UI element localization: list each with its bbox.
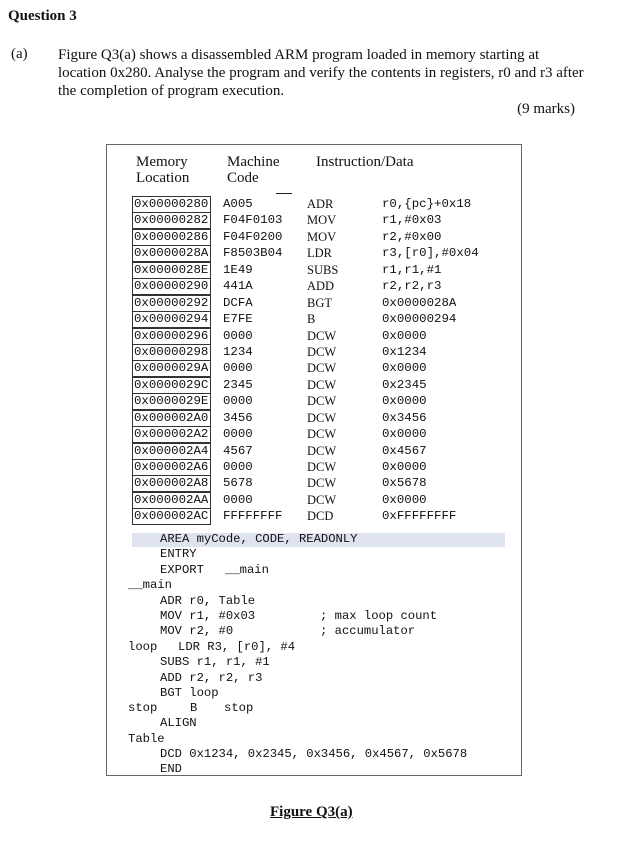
machine-code-cell: 1234: [223, 344, 253, 359]
memory-location-cell: 0x000002AA: [132, 492, 211, 509]
header-machine-line2: Code: [227, 170, 259, 186]
src-b-instr: B: [190, 701, 198, 715]
operand-cell: r2,#0x00: [382, 229, 442, 244]
src-entry: ENTRY: [160, 547, 197, 561]
mnemonic-cell: ADD: [307, 279, 335, 294]
src-area: AREA myCode, CODE, READONLY: [160, 532, 358, 546]
mnemonic-cell: DCW: [307, 344, 337, 359]
machine-code-cell: 0000: [223, 492, 253, 507]
table-row: [132, 443, 512, 459]
operand-cell: r3,[r0],#0x04: [382, 246, 479, 261]
operand-cell: 0xFFFFFFFF: [382, 509, 457, 524]
table-row: [132, 328, 512, 344]
mnemonic-cell: DCW: [307, 410, 337, 425]
operand-cell: 0x1234: [382, 344, 427, 359]
mnemonic-cell: SUBS: [307, 262, 339, 277]
table-row: [132, 344, 512, 360]
memory-location-cell: 0x0000028E: [132, 262, 211, 279]
operand-cell: 0x00000294: [382, 312, 457, 327]
machine-code-cell: 3456: [223, 410, 253, 425]
memory-location-cell: 0x0000028A: [132, 245, 211, 262]
mnemonic-cell: MOV: [307, 229, 337, 244]
mnemonic-cell: MOV: [307, 213, 337, 228]
memory-location-cell: 0x00000292: [132, 295, 211, 312]
header-instruction-data: Instruction/Data: [316, 154, 414, 170]
operand-cell: r1,r1,#1: [382, 262, 442, 277]
memory-location-cell: 0x00000298: [132, 344, 211, 361]
mnemonic-cell: DCW: [307, 476, 337, 491]
mnemonic-cell: DCW: [307, 361, 337, 376]
src-mov2: MOV r2, #0: [160, 624, 234, 638]
src-align: ALIGN: [160, 716, 197, 730]
table-row: [132, 295, 512, 311]
mnemonic-cell: DCW: [307, 492, 337, 507]
memory-location-cell: 0x000002A8: [132, 475, 211, 492]
mnemonic-cell: B: [307, 312, 316, 327]
mnemonic-cell: DCW: [307, 460, 337, 474]
table-row: [132, 245, 512, 261]
question-title: Question 3: [8, 8, 77, 24]
mnemonic-cell: DCW: [307, 377, 337, 392]
src-loop-label: loop: [128, 640, 158, 654]
machine-code-cell: E7FE: [223, 312, 253, 327]
operand-cell: 0x0000: [382, 361, 427, 376]
header-rule: [276, 193, 292, 194]
machine-code-cell: 0000: [223, 427, 253, 442]
mnemonic-cell: BGT: [307, 295, 332, 310]
memory-location-cell: 0x0000029A: [132, 360, 211, 377]
table-row: [132, 492, 512, 508]
table-row: [132, 262, 512, 278]
operand-cell: 0x0000: [382, 427, 427, 442]
operand-cell: 0x4567: [382, 443, 427, 458]
src-add: ADD r2, r2, r3: [160, 671, 263, 685]
table-row: [132, 459, 512, 475]
question-text: Figure Q3(a) shows a disassembled ARM program loaded in memory starting at location 0x280. Analyse the program and verify the contents in registers, r0 and r3 after the completion of program execution.: [58, 47, 584, 99]
machine-code-cell: DCFA: [223, 295, 253, 310]
src-table-label: Table: [128, 732, 165, 746]
header-memory-line1: Memory: [136, 154, 188, 170]
machine-code-cell: F04F0103: [223, 213, 283, 228]
mnemonic-cell: DCW: [307, 443, 337, 458]
table-row: [132, 377, 512, 393]
operand-cell: 0x3456: [382, 410, 427, 425]
src-main-label: __main: [128, 578, 172, 592]
table-row: [132, 426, 512, 442]
memory-location-cell: 0x00000296: [132, 328, 211, 345]
memory-location-cell: 0x00000286: [132, 229, 211, 246]
table-row: [132, 360, 512, 376]
header-machine-line1: Machine: [227, 154, 280, 170]
memory-location-cell: 0x0000029E: [132, 393, 211, 410]
table-row: [132, 196, 512, 212]
machine-code-cell: 2345: [223, 377, 253, 392]
src-bgt: BGT loop: [160, 686, 219, 700]
operand-cell: r0,{pc}+0x18: [382, 197, 472, 211]
machine-code-cell: 0000: [223, 328, 253, 343]
src-subs: SUBS r1, r1, #1: [160, 655, 270, 669]
header-memory-location: [136, 154, 189, 186]
operand-cell: r1,#0x03: [382, 213, 442, 228]
memory-location-cell: 0x00000294: [132, 311, 211, 328]
table-row: [132, 278, 512, 294]
src-ldr: LDR R3, [r0], #4: [178, 640, 296, 654]
memory-location-cell: 0x000002A6: [132, 459, 211, 476]
part-label: (a): [11, 46, 28, 62]
operand-cell: 0x0000: [382, 492, 427, 507]
memory-location-cell: 0x000002A4: [132, 443, 211, 460]
memory-location-cell: 0x00000282: [132, 212, 211, 229]
table-row: [132, 475, 512, 491]
machine-code-cell: 0000: [223, 460, 253, 474]
operand-cell: 0x0000: [382, 328, 427, 343]
mnemonic-cell: DCW: [307, 394, 337, 409]
header-memory-line2: Location: [136, 170, 190, 186]
mnemonic-cell: DCW: [307, 427, 337, 442]
machine-code-cell: A005: [223, 197, 253, 211]
src-adr: ADR r0, Table: [160, 594, 256, 608]
mnemonic-cell: DCD: [307, 509, 334, 524]
mnemonic-cell: LDR: [307, 246, 332, 261]
machine-code-cell: 0000: [223, 361, 253, 376]
machine-code-cell: 0000: [223, 394, 253, 409]
src-export-kw: EXPORT: [160, 563, 204, 577]
operand-cell: r2,r2,r3: [382, 279, 442, 294]
mnemonic-cell: DCW: [307, 328, 337, 343]
operand-cell: 0x2345: [382, 377, 427, 392]
table-row: [132, 410, 512, 426]
machine-code-cell: F8503B04: [223, 246, 283, 261]
disassembly-table: [132, 196, 512, 525]
machine-code-cell: 441A: [223, 279, 253, 294]
memory-location-cell: 0x00000280: [132, 196, 211, 213]
memory-location-cell: 0x0000029C: [132, 377, 211, 394]
src-mov2-comment: ; accumulator: [320, 624, 416, 638]
src-b-target: stop: [224, 701, 254, 715]
header-machine-code: [227, 154, 279, 186]
src-export-sym: __main: [225, 563, 269, 577]
machine-code-cell: F04F0200: [223, 229, 283, 244]
table-row: [132, 311, 512, 327]
table-row: [132, 212, 512, 228]
memory-location-cell: 0x000002A0: [132, 410, 211, 427]
memory-location-cell: 0x000002AC: [132, 508, 211, 525]
operand-cell: 0x0000: [382, 394, 427, 409]
machine-code-cell: FFFFFFFF: [223, 509, 283, 524]
marks-label: (9 marks): [517, 101, 575, 117]
mnemonic-cell: ADR: [307, 197, 334, 211]
table-row: [132, 229, 512, 245]
table-row: [132, 508, 512, 524]
machine-code-cell: 1E49: [223, 262, 253, 277]
machine-code-cell: 5678: [223, 476, 253, 491]
operand-cell: 0x0000: [382, 460, 427, 474]
operand-cell: 0x0000028A: [382, 295, 457, 310]
figure-caption: Figure Q3(a): [270, 804, 353, 820]
operand-cell: 0x5678: [382, 476, 427, 491]
table-row: [132, 393, 512, 409]
src-mov1: MOV r1, #0x03: [160, 609, 256, 623]
memory-location-cell: 0x000002A2: [132, 426, 211, 443]
src-mov1-comment: ; max loop count: [320, 609, 438, 623]
src-dcd: DCD 0x1234, 0x2345, 0x3456, 0x4567, 0x5678: [160, 747, 468, 761]
machine-code-cell: 4567: [223, 443, 253, 458]
src-end: END: [160, 762, 182, 776]
src-stop-label: stop: [128, 701, 158, 715]
memory-location-cell: 0x00000290: [132, 278, 211, 295]
